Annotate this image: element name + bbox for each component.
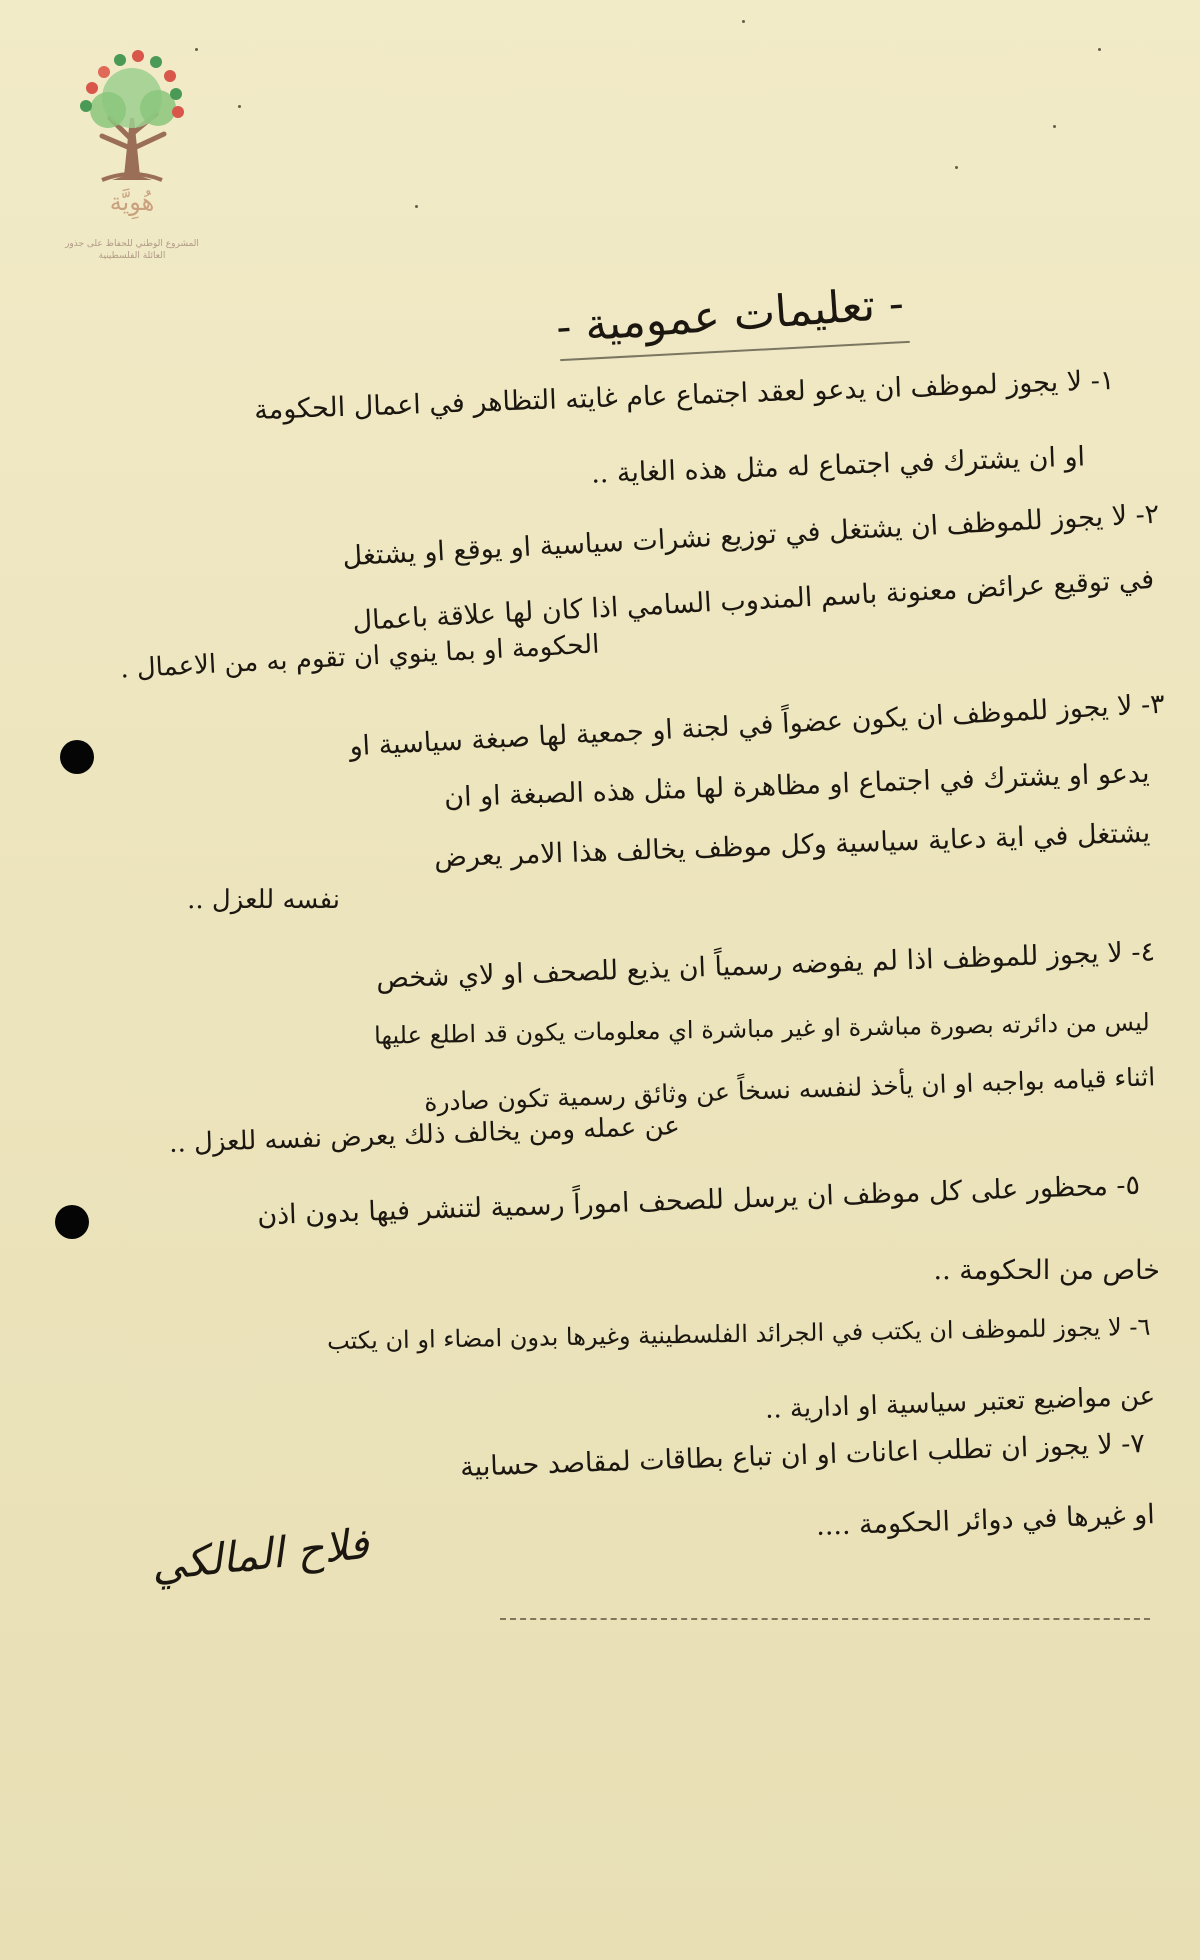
logo-tagline: المشروع الوطني للحفاظ على جذور العائلة الفلسطينية — [65, 239, 199, 261]
item-6-line-1: ٦- لا يجوز للموظف ان يكتب في الجرائد الفلسطينية وغيرها بدون امضاء او ان يكتب — [326, 1312, 1151, 1356]
item-4-line-2: ليس من دائرته بصورة مباشرة او غير مباشرة اي معلومات يكون قد اطلع عليها — [374, 1008, 1151, 1050]
item-3-line-2: يدعو او يشترك في اجتماع او مظاهرة لها مثل هذه الصبغة او ان — [443, 757, 1151, 814]
signature: فلاح المالكي — [148, 1518, 372, 1591]
item-7-line-1: ٧- لا يجوز ان تطلب اعانات او ان تباع بطاقات لمقاصد حسابية — [459, 1428, 1146, 1483]
item-1-line-2: او ان يشترك في اجتماع له مثل هذه الغاية .. — [590, 441, 1086, 490]
item-5-line-1: ٥- محظور على كل موظف ان يرسل للصحف اموراً رسمية لتنشر فيها بدون اذن — [256, 1169, 1141, 1232]
logo-wordmark: هُوِيَّة — [109, 188, 155, 216]
item-1-line-1: ١- لا يجوز لموظف ان يدعو لعقد اجتماع عام غايته التظاهر في اعمال الحكومة — [254, 364, 1116, 427]
item-2-line-2: في توقيع عرائض معنونة باسم المندوب السامي اذا كان لها علاقة باعمال — [352, 564, 1156, 637]
document-title: - تعليمات عمومية - — [554, 277, 906, 354]
item-3-line-3: يشتغل في اية دعاية سياسية وكل موظف يخالف هذا الامر يعرض — [433, 817, 1151, 874]
item-2-line-3: الحكومة او بما ينوي ان تقوم به من الاعمال . — [119, 629, 601, 685]
item-4-line-4: عن عمله ومن يخالف ذلك يعرض نفسه للعزل .. — [168, 1111, 681, 1159]
item-2-line-1: ٢- لا يجوز للموظف ان يشتغل في توزيع نشرات سياسية او يوقع او يشتغل — [341, 498, 1161, 573]
item-6-line-2: عن مواضيع تعتبر سياسية او ادارية .. — [764, 1381, 1156, 1425]
item-3-line-1: ٣- لا يجوز للموظف ان يكون عضواً في لجنة او جمعية لها صبغة سياسية او — [348, 688, 1166, 763]
item-5-line-2: خاص من الحكومة .. — [933, 1255, 1160, 1286]
item-4-line-1: ٤- لا يجوز للموظف اذا لم يفوضه رسمياً ان يذيع للصحف او لاي شخص — [375, 936, 1156, 995]
item-4-line-3: اثناء قيامه بواجبه او ان يأخذ لنفسه نسخاً عن وثائق رسمية تكون صادرة — [423, 1062, 1156, 1117]
item-3-line-4: نفسه للعزل .. — [187, 885, 340, 915]
item-7-line-2: او غيرها في دوائر الحكومة .... — [815, 1499, 1156, 1542]
closing-dashed-rule — [500, 1618, 1150, 1620]
